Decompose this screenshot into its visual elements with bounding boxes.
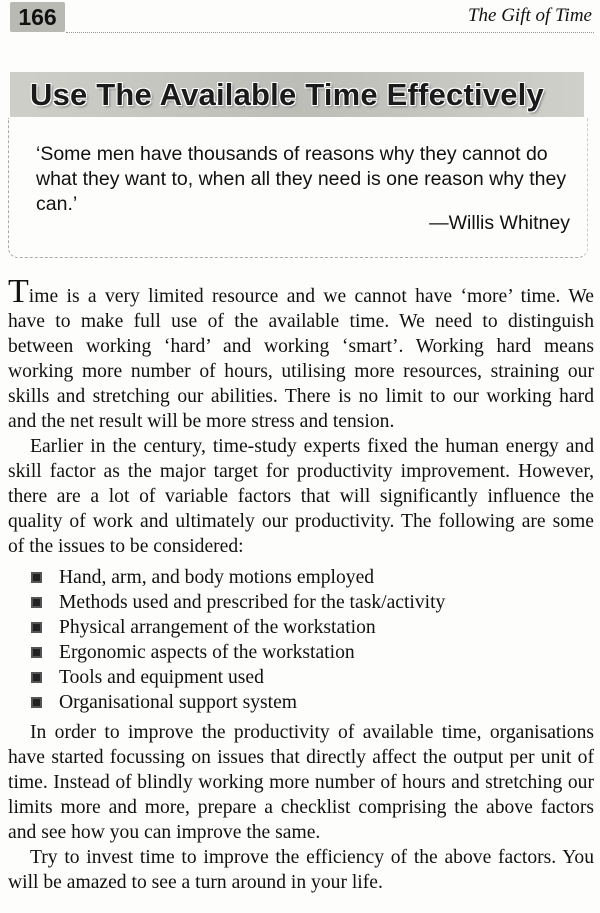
list-item-text: Physical arrangement of the workstation — [59, 617, 376, 638]
square-bullet-icon — [31, 647, 42, 658]
list-item-text: Organisational support system — [59, 692, 298, 713]
body-text — [8, 273, 594, 895]
paragraph-1 — [8, 273, 594, 434]
factor-list — [8, 565, 594, 715]
header-divider — [66, 32, 594, 33]
quote-author: —Willis Whitney — [429, 212, 570, 234]
square-bullet-icon — [31, 622, 42, 633]
square-bullet-icon — [31, 697, 42, 708]
list-item — [8, 565, 594, 590]
paragraph-2: Earlier in the century, time-study experts fixed the human energy and skill factor as the major target for productivity improvement. However, there are a lot of variable factors that will significantly influence the quality of work and ultimately our productivity. The following are some of the issues to be considered: — [8, 436, 594, 557]
square-bullet-icon — [31, 572, 42, 583]
list-item-text: Ergonomic aspects of the workstation — [59, 642, 355, 663]
list-item — [8, 590, 594, 615]
list-item — [8, 690, 594, 715]
paragraph-1-text: ime is a very limited resource and we cannot have ‘more’ time. We have to make full use of the available time. We need to distinguish between working ‘hard’ and working ‘smart’. Working hard means working more number of hours, utilising more resources, straining our skills and stretching our abilities. There is no limit to our working hard and the net result will be more stress and tension. — [8, 286, 594, 432]
list-item — [8, 640, 594, 665]
square-bullet-icon — [31, 672, 42, 683]
list-item — [8, 665, 594, 690]
paragraph-3: In order to improve the productivity of available time, organisations have started focussing on issues that directly affect the output per unit of time. Instead of blindly working more number of hours and stretching our limits more and more, prepare a checklist comprising the above factors and see how you can improve the same. — [8, 722, 594, 843]
section-title: Use The Available Time Effectively — [10, 72, 584, 117]
page-number: 166 — [10, 2, 65, 32]
list-item-text: Hand, arm, and body motions employed — [59, 567, 375, 588]
square-bullet-icon — [31, 597, 42, 608]
quote-text: ‘Some men have thousands of reasons why they cannot do what they want to, when all they need is one reason why they can.’ — [36, 143, 567, 215]
running-title: The Gift of Time — [467, 5, 592, 26]
list-item — [8, 615, 594, 640]
paragraph-4: Try to invest time to improve the efficiency of the above factors. You will be amazed to see a turn around in your life. — [8, 847, 594, 893]
drop-cap: T — [8, 273, 29, 310]
list-item-text: Methods used and prescribed for the task/activity — [59, 592, 446, 613]
list-item-text: Tools and equipment used — [59, 667, 264, 688]
